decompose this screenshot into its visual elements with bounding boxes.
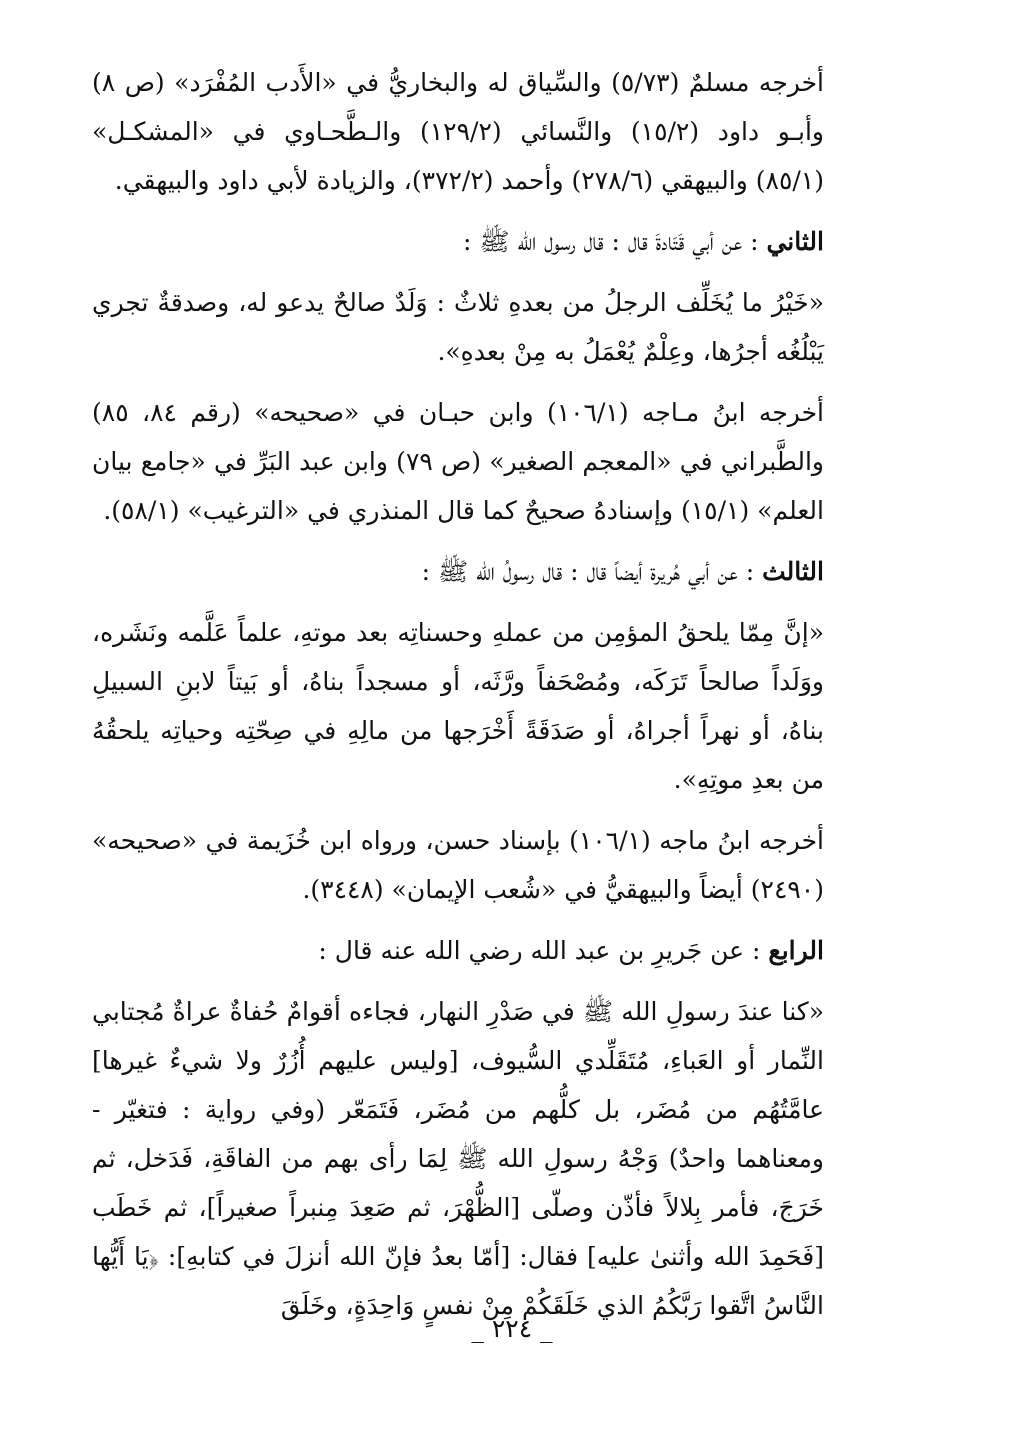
paragraph-text: : عن جَريرِ بن عبد الله رضي الله عنه قال : xyxy=(318,936,761,965)
section-heading: الثالث xyxy=(762,557,824,586)
section-heading: الثاني xyxy=(766,227,824,256)
paragraph-takhrij-2 xyxy=(92,388,824,535)
paragraph-text: «كنا عندَ رسولِ الله ﷺ في صَدْرِ النهار، فجاءه أقوامٌ حُفاةٌ عراةٌ مُجتابي النِّمار أو العَباءِ، مُتَقَلِّدي السُّيوف، [وليس عليهم أُزُرٌ ولا شيءٌ غيرها] عامَّتُهُم من مُضَر، بل كلُّهم من مُضَر، فَتَمَعّر (وفي رواية : فتغيّر - ومعناهما واحدٌ) وَجْهُ رسولِ الله ﷺ لِمَا رأى بهم من الفاقَةِ، فَدَخل، ثم خَرَجَ، فأمر بِلالاً فأذّن وصلّى [الظُّهْرَ، ثم صَعِدَ مِنبراً صغيراً]، ثم خَطَب [فَحَمِدَ الله وأثنىٰ عليه] فقال: [أمّا بعدُ فإنّ الله أنزلَ في كتابهِ]: ﴿يَا أَيُّها النَّاسُ اتَّقوا رَبَّكُمُ الذي خَلَقَكُمْ مِنْ نفسٍ وَاحِدَةٍ، وخَلَقَ xyxy=(92,997,824,1320)
paragraph-hadith-3-text xyxy=(92,608,824,804)
paragraph-hadith-4-text xyxy=(92,987,824,1330)
paragraph-text: : عن أبي قَتَادةَ قال : قال رسول الله ﷺ : xyxy=(462,227,759,256)
paragraph-takhrij-1 xyxy=(92,58,824,205)
paragraph-hadith-2-text xyxy=(92,278,824,376)
paragraph-hadith-2-intro xyxy=(92,217,824,266)
paragraph-text: أخرجه ابنُ ماجه (١٠٦/١) بإسناد حسن، ورواه ابن خُزَيمة في «صحيحه» (٢٤٩٠) أيضاً والبيهقيُّ في «شُعب الإيمان» (٣٤٤٨). xyxy=(92,826,824,904)
paragraph-text: «إنَّ مِمّا يلحقُ المؤمِن من عملهِ وحسناتِه بعد موتهِ، علماً عَلَّمه ونَشَره، ووَلَداً صالحاً تَرَكَه، ومُصْحَفاً ورَّثَه، أو مسجداً بناهُ، أو بَيتاً لابنِ السبيلِ بناهُ، أو نهراً أجراهُ، أو صَدَقَةً أَخْرَجها من مالِهِ في صِحّتِه وحياتِه يلحقُهُ من بعدِ موتِهِ». xyxy=(92,618,824,794)
paragraph-text: أخرجه مسلمٌ (٥/٧٣) والسِّياق له والبخاريُّ في «الأَدب المُفْرَد» (ص ٨) وأبـو داود (١٥/٢) والنَّسائي (١٢٩/٢) والـطَّحـاوي في «المشكـل» (٨٥/١) والبيهقي (٢٧٨/٦) وأحمد (٣٧٢/٢)، والزيادة لأبي داود والبيهقي. xyxy=(92,68,824,195)
paragraph-text: أخرجه ابنُ مـاجه (١٠٦/١) وابن حبـان في «صحيحه» (رقم ٨٤، ٨٥) والطَّبراني في «المعجم الصغير» (ص ٧٩) وابن عبد البَرِّ في «جامع بيان العلم» (١٥/١) وإسنادهُ صحيحٌ كما قال المنذري في «الترغيب» (٥٨/١). xyxy=(92,398,824,525)
page-number: _ ٢٢٤ _ xyxy=(471,1314,553,1343)
paragraph-hadith-3-intro xyxy=(92,547,824,596)
paragraph-text: «خَيْرُ ما يُخَلِّف الرجلُ من بعدهِ ثلاثٌ : وَلَدٌ صالحٌ يدعو له، وصدقةٌ تجري يَبْلُغُه أجرُها، وعِلْمٌ يُعْمَلُ به مِنْ بعدهِ». xyxy=(92,288,824,366)
paragraph-hadith-4-intro xyxy=(92,926,824,975)
paragraph-text: : عن أبي هُريرة أيضاً قال : قال رسولُ الله ﷺ : xyxy=(421,557,755,586)
paragraph-takhrij-3 xyxy=(92,816,824,914)
section-heading: الرابع xyxy=(768,936,824,965)
